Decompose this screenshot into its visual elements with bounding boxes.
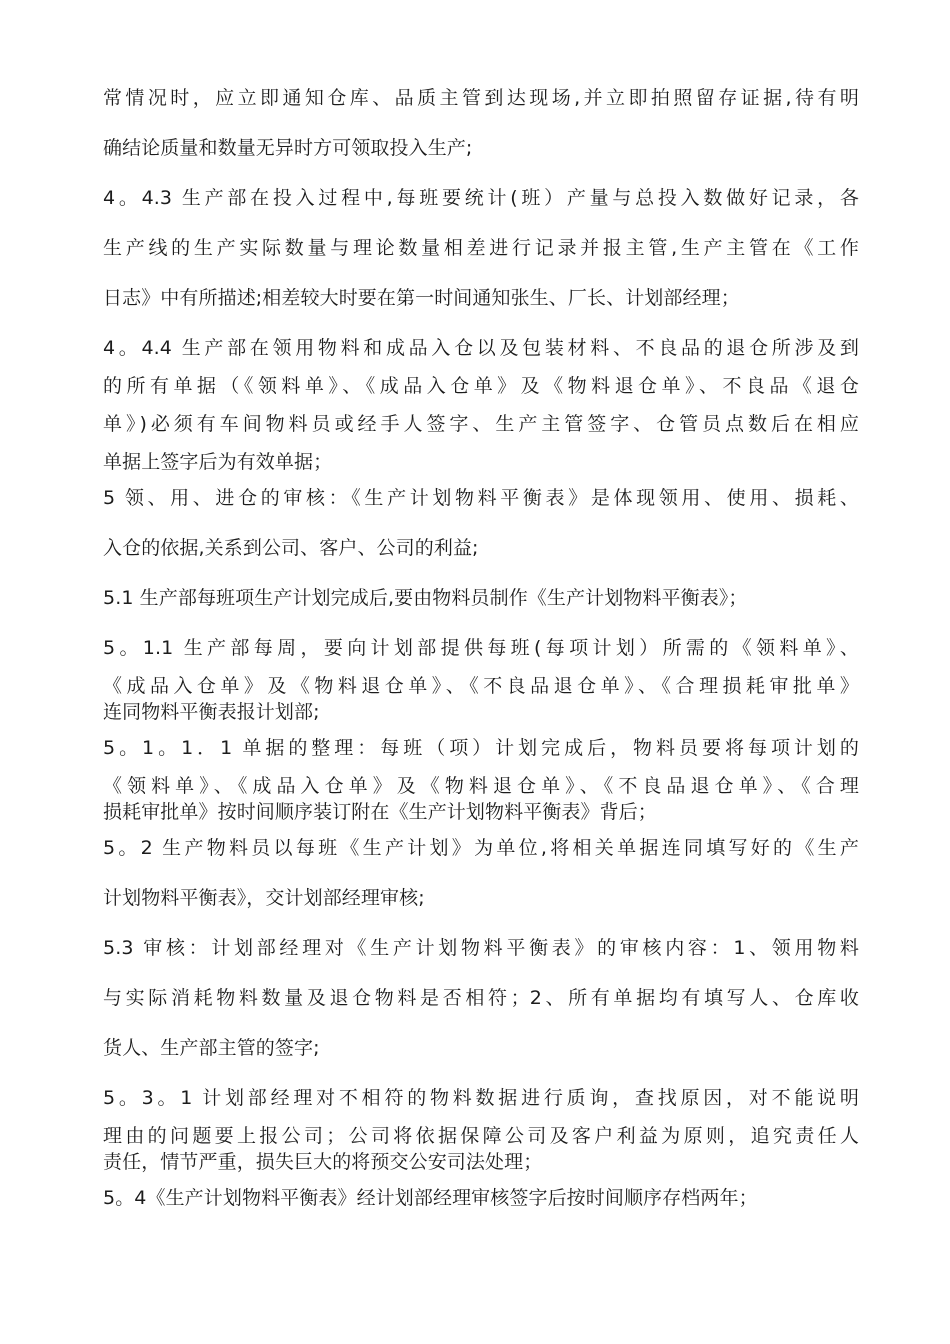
text-line: 的所有单据（《领料单》、《成品入仓单》及《物料退仓单》、不良品《退仓: [103, 375, 859, 397]
text-line: 确结论质量和数量无异时方可领取投入生产;: [103, 137, 473, 159]
text-line: 5。2 生产物料员以每班《生产计划》为单位,将相关单据连同填写好的《生产: [103, 837, 859, 859]
text-line: 《领料单》、《成品入仓单》及《物料退仓单》、《不良品退仓单》、《合理: [103, 775, 859, 797]
text-line: 5。3。1 计划部经理对不相符的物料数据进行质询，查找原因，对不能说明: [103, 1087, 859, 1109]
text-line: 计划物料平衡表》，交计划部经理审核;: [103, 887, 425, 909]
text-line: 入仓的依据,关系到公司、客户、公司的利益;: [103, 537, 479, 559]
text-line: 《成品入仓单》及《物料退仓单》、《不良品退仓单》、《合理损耗审批单》: [103, 675, 859, 697]
text-line: 日志》中有所描述;相差较大时要在第一时间通知张生、厂长、计划部经理；: [103, 287, 740, 309]
text-line: 常情况时，应立即通知仓库、品质主管到达现场,并立即拍照留存证据,待有明: [103, 87, 859, 109]
text-line: 与实际消耗物料数量及退仓物料是否相符；2、所有单据均有填写人、仓库收: [103, 987, 859, 1009]
text-line: 连同物料平衡表报计划部;: [103, 701, 320, 723]
text-line: 理由的问题要上报公司；公司将依据保障公司及客户利益为原则，追究责任人: [103, 1125, 859, 1147]
text-line: 4。4.4 生产部在领用物料和成品入仓以及包装材料、不良品的退仓所涉及到: [103, 337, 859, 359]
text-line: 5。1.1 生产部每周，要向计划部提供每班(每项计划）所需的《领料单》、: [103, 637, 859, 659]
text-line: 责任，情节严重，损失巨大的将预交公安司法处理；: [103, 1151, 543, 1173]
text-line: 单据上签字后为有效单据；: [103, 451, 333, 473]
text-line: 4。4.3 生产部在投入过程中,每班要统计(班）产量与总投入数做好记录，各: [103, 187, 859, 209]
text-line: 损耗审批单》按时间顺序装订附在《生产计划物料平衡表》背后；: [103, 801, 657, 823]
text-line: 生产线的生产实际数量与理论数量相差进行记录并报主管,生产主管在《工作: [103, 237, 859, 259]
text-line: 5.1 生产部每班项生产计划完成后,要由物料员制作《生产计划物料平衡表》；: [103, 587, 748, 609]
text-line: 5 领、用、进仓的审核：《生产计划物料平衡表》是体现领用、使用、损耗、: [103, 487, 859, 509]
text-line: 单》)必须有车间物料员或经手人签字、生产主管签字、仓管员点数后在相应: [103, 413, 859, 435]
text-line: 5。1。1．1 单据的整理：每班（项）计划完成后，物料员要将每项计划的: [103, 737, 859, 759]
text-line: 5.3 审核：计划部经理对《生产计划物料平衡表》的审核内容：1、领用物料: [103, 937, 859, 959]
text-line: 货人、生产部主管的签字;: [103, 1037, 320, 1059]
text-line: 5。4《生产计划物料平衡表》经计划部经理审核签字后按时间顺序存档两年；: [103, 1187, 758, 1209]
